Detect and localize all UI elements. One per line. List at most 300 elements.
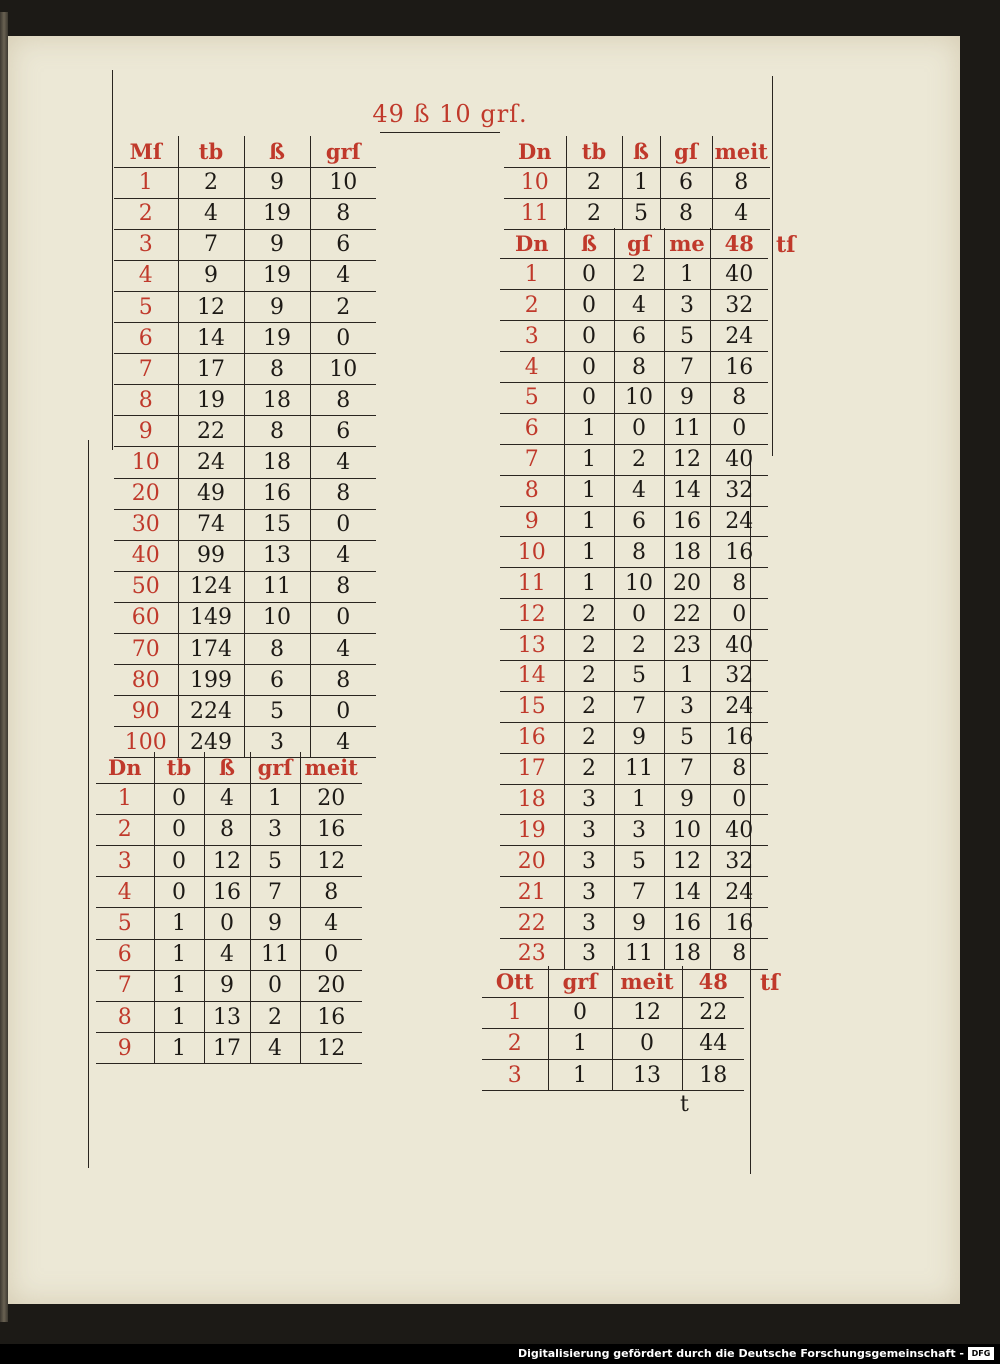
row-label: 7 [96,970,154,1001]
table-cell: 1 [250,783,300,814]
table-cell: 12 [612,997,682,1028]
table-cell: 0 [612,1028,682,1059]
table-cell: 7 [614,877,664,908]
table-cell: 3 [664,691,710,722]
dfg-logo: DFG [968,1347,994,1360]
table-cell: 11 [244,571,310,602]
row-label: 3 [482,1060,548,1091]
row-label: 2 [500,290,564,321]
table-row [500,475,768,506]
table-cell: 40 [710,630,768,661]
row-label: 2 [114,198,178,229]
table-cell: 32 [710,475,768,506]
table-header-row [114,136,376,167]
data-table [482,966,744,1091]
table-cell: 7 [664,753,710,784]
table-cell: 16 [300,1002,362,1033]
table-cell: 24 [710,506,768,537]
table-cell: 40 [710,815,768,846]
table-cell: 24 [710,691,768,722]
table-cell: 5 [250,846,300,877]
table-cell: 40 [710,444,768,475]
table-cell: 18 [682,1060,744,1091]
table-cell: 20 [664,568,710,599]
table-row [96,1002,362,1033]
table-cell: 1 [664,660,710,691]
table-cell: 0 [614,599,664,630]
column-header: 48 [682,966,744,997]
table-row [96,939,362,970]
column-header: ß [564,228,614,259]
row-label: 9 [500,506,564,537]
row-label: 9 [114,416,178,447]
table-cell: 2 [564,599,614,630]
table-row [500,352,768,383]
table-row [500,784,768,815]
row-label: 40 [114,540,178,571]
footer-bar [0,1344,1000,1364]
table-row [114,385,376,416]
row-label: 8 [114,385,178,416]
column-header: Dn [500,228,564,259]
row-label: 8 [500,475,564,506]
table-cell: 9 [664,382,710,413]
column-header: grſ [310,136,376,167]
table-row [482,1060,744,1091]
table-row [500,382,768,413]
table-cell: 2 [564,753,614,784]
table-cell: 6 [614,506,664,537]
table-cell: 0 [548,997,612,1028]
table-cell: 6 [310,416,376,447]
table-cell: 44 [682,1028,744,1059]
table-cell: 6 [660,167,712,198]
table-row [114,229,376,260]
table-cell: 13 [204,1002,250,1033]
table-cell: 249 [178,727,244,758]
table-cell: 4 [310,727,376,758]
column-header: Ott [482,966,548,997]
table-cell: 4 [204,783,250,814]
table-cell: 4 [204,939,250,970]
table-cell: 18 [244,385,310,416]
table-cell: 0 [710,784,768,815]
table-cell: 3 [564,938,614,969]
table-cell: 0 [564,259,614,290]
table-row [500,846,768,877]
table-cell: 8 [300,877,362,908]
table-cell: 0 [154,783,204,814]
table-cell: 0 [614,413,664,444]
table-cell: 19 [244,260,310,291]
table-cell: 10 [664,815,710,846]
table-cell: 74 [178,509,244,540]
table-cell: 22 [664,599,710,630]
table-cell: 14 [178,323,244,354]
table-cell: 22 [682,997,744,1028]
book-spine [0,12,8,1322]
row-label: 100 [114,727,178,758]
table-cell: 1 [622,167,660,198]
table-cell: 5 [622,198,660,229]
table-cell: 9 [614,908,664,939]
row-label: 9 [96,1033,154,1064]
table-row [114,509,376,540]
table-cell: 1 [154,1033,204,1064]
row-label: 80 [114,665,178,696]
table-row [500,660,768,691]
table-cell: 32 [710,846,768,877]
table-cell: 7 [614,691,664,722]
catchword: t [680,1092,689,1117]
row-label: 18 [500,784,564,815]
table-cell: 23 [664,630,710,661]
row-label: 10 [504,167,566,198]
table-cell: 0 [310,509,376,540]
table-row [500,413,768,444]
table-cell: 5 [614,660,664,691]
table-cell: 12 [664,846,710,877]
table-cell: 6 [614,321,664,352]
table-cell: 10 [244,602,310,633]
table-row [96,783,362,814]
row-label: 16 [500,722,564,753]
table-cell: 14 [664,877,710,908]
table-row [500,290,768,321]
table-cell: 8 [710,568,768,599]
table-cell: 9 [244,291,310,322]
table-cell: 8 [614,352,664,383]
table-cell: 16 [300,814,362,845]
table-row [500,259,768,290]
table-cell: 0 [710,599,768,630]
table-cell: 3 [250,814,300,845]
table-cell: 8 [244,416,310,447]
column-header: Mſ [114,136,178,167]
table-cell: 32 [710,290,768,321]
row-label: 1 [500,259,564,290]
table-cell: 24 [178,447,244,478]
page-header: 49 ß 10 grſ. [372,100,528,128]
table-cell: 8 [310,198,376,229]
table-cell: 8 [712,167,770,198]
row-label: 8 [96,1002,154,1033]
header-trailing-unit: tſ [776,232,796,258]
table-cell: 8 [244,634,310,665]
table-cell: 3 [564,877,614,908]
row-label: 3 [500,321,564,352]
header-trailing-unit: tſ [760,970,780,996]
row-label: 6 [114,323,178,354]
table-cell: 1 [564,537,614,568]
table-cell: 2 [178,167,244,198]
table-row [114,416,376,447]
table-cell: 19 [244,323,310,354]
table-row [500,815,768,846]
data-table [114,136,376,758]
table-cell: 149 [178,602,244,633]
table-row [96,814,362,845]
table-cell: 19 [178,385,244,416]
table-cell: 16 [664,506,710,537]
table-cell: 10 [310,167,376,198]
table-cell: 2 [614,259,664,290]
table-cell: 8 [614,537,664,568]
column-header: 48 [710,228,768,259]
row-label: 3 [96,846,154,877]
table-cell: 11 [250,939,300,970]
table-row [114,198,376,229]
table-cell: 7 [250,877,300,908]
row-label: 5 [500,382,564,413]
table-cell: 3 [564,908,614,939]
table-cell: 8 [204,814,250,845]
table-cell: 7 [664,352,710,383]
column-header: ß [244,136,310,167]
table-cell: 124 [178,571,244,602]
row-label: 11 [500,568,564,599]
header-underline [380,132,500,133]
row-label: 30 [114,509,178,540]
table-row [482,1028,744,1059]
table-row [500,877,768,908]
table-cell: 3 [664,290,710,321]
table-cell: 11 [664,413,710,444]
table-cell: 19 [244,198,310,229]
right-margin-rule [772,76,773,456]
table-cell: 16 [204,877,250,908]
row-label: 6 [96,939,154,970]
table-cell: 0 [564,352,614,383]
table-cell: 0 [564,382,614,413]
row-label: 10 [114,447,178,478]
table-cell: 1 [564,444,614,475]
table-cell: 17 [178,354,244,385]
table-cell: 199 [178,665,244,696]
row-label: 12 [500,599,564,630]
table-cell: 16 [710,352,768,383]
table-cell: 11 [614,753,664,784]
table-cell: 2 [566,167,622,198]
row-label: 5 [114,291,178,322]
table-cell: 49 [178,478,244,509]
table-cell: 2 [614,630,664,661]
table-cell: 12 [204,846,250,877]
table-cell: 0 [154,846,204,877]
table-cell: 1 [614,784,664,815]
table-cell: 4 [178,198,244,229]
table-cell: 4 [300,908,362,939]
table-cell: 224 [178,696,244,727]
table-cell: 16 [710,908,768,939]
row-label: 10 [500,537,564,568]
table-cell: 2 [566,198,622,229]
table-cell: 18 [664,938,710,969]
table-cell: 3 [564,784,614,815]
table-cell: 8 [310,665,376,696]
table-cell: 8 [310,385,376,416]
table-cell: 9 [204,970,250,1001]
table-cell: 12 [300,846,362,877]
table-cell: 13 [244,540,310,571]
table-cell: 1 [664,259,710,290]
row-label: 23 [500,938,564,969]
table-cell: 4 [310,540,376,571]
table-cell: 8 [310,478,376,509]
row-label: 13 [500,630,564,661]
table-cell: 1 [154,908,204,939]
table-cell: 4 [310,260,376,291]
table-cell: 11 [614,938,664,969]
table-cell: 3 [614,815,664,846]
row-label: 20 [114,478,178,509]
table-cell: 20 [300,783,362,814]
table-cell: 2 [614,444,664,475]
table-row [500,753,768,784]
row-label: 5 [96,908,154,939]
left-margin-rule-lower [88,440,89,1168]
table-cell: 0 [710,413,768,444]
table-cell: 10 [614,382,664,413]
row-label: 7 [114,354,178,385]
row-label: 70 [114,634,178,665]
table-cell: 9 [178,260,244,291]
table-row [114,167,376,198]
table-row [114,540,376,571]
table-cell: 0 [250,970,300,1001]
table-cell: 2 [564,691,614,722]
table-cell: 0 [564,290,614,321]
table-row [114,260,376,291]
row-label: 60 [114,602,178,633]
table-cell: 99 [178,540,244,571]
column-header: Dn [96,752,154,783]
column-header: grſ [548,966,612,997]
table-cell: 1 [154,970,204,1001]
table-cell: 5 [244,696,310,727]
table-cell: 0 [300,939,362,970]
row-label: 20 [500,846,564,877]
table-cell: 3 [564,815,614,846]
table-cell: 4 [250,1033,300,1064]
row-label: 50 [114,571,178,602]
table-cell: 0 [204,908,250,939]
table-cell: 9 [614,722,664,753]
table-cell: 9 [244,167,310,198]
table-cell: 4 [614,475,664,506]
table-header-row [96,752,362,783]
table-cell: 2 [310,291,376,322]
table-row [500,722,768,753]
column-header: tb [154,752,204,783]
table-cell: 8 [710,382,768,413]
table-cell: 5 [614,846,664,877]
table-cell: 4 [310,447,376,478]
table-row [96,970,362,1001]
table-cell: 8 [710,938,768,969]
table-cell: 1 [154,939,204,970]
table-cell: 5 [664,321,710,352]
table-cell: 8 [660,198,712,229]
column-header: tb [566,136,622,167]
row-label: 1 [96,783,154,814]
table-cell: 24 [710,321,768,352]
row-label: 7 [500,444,564,475]
data-table [504,136,770,230]
row-label: 90 [114,696,178,727]
table-cell: 4 [614,290,664,321]
table-row [500,938,768,969]
table-row [500,321,768,352]
row-label: 4 [96,877,154,908]
row-label: 1 [482,997,548,1028]
table-cell: 12 [178,291,244,322]
table-cell: 16 [710,537,768,568]
table-cell: 16 [244,478,310,509]
table-cell: 14 [664,475,710,506]
column-header: Dn [504,136,566,167]
table-cell: 0 [154,814,204,845]
row-label: 21 [500,877,564,908]
column-header: meit [300,752,362,783]
table-cell: 3 [244,727,310,758]
table-row [500,691,768,722]
table-cell: 4 [310,634,376,665]
table-cell: 9 [664,784,710,815]
table-cell: 24 [710,877,768,908]
table-cell: 1 [154,1002,204,1033]
table-cell: 0 [154,877,204,908]
table-cell: 1 [564,413,614,444]
row-label: 2 [482,1028,548,1059]
table-cell: 8 [310,571,376,602]
table-cell: 1 [564,506,614,537]
table-row [96,877,362,908]
table-cell: 0 [564,321,614,352]
data-table [96,752,362,1064]
table-cell: 7 [178,229,244,260]
table-header-row [500,228,768,259]
table-row [114,323,376,354]
table-row [500,908,768,939]
column-header: ß [204,752,250,783]
row-label: 19 [500,815,564,846]
row-label: 1 [114,167,178,198]
table-cell: 5 [664,722,710,753]
row-label: 15 [500,691,564,722]
table-cell: 18 [244,447,310,478]
table-cell: 16 [664,908,710,939]
row-label: 22 [500,908,564,939]
column-header: meit [712,136,770,167]
table-row [500,630,768,661]
row-label: 2 [96,814,154,845]
table-cell: 9 [250,908,300,939]
table-cell: 22 [178,416,244,447]
table-row [96,908,362,939]
table-row [114,571,376,602]
table-cell: 15 [244,509,310,540]
data-table [500,228,768,970]
table-cell: 0 [310,323,376,354]
row-label: 11 [504,198,566,229]
table-cell: 6 [244,665,310,696]
row-label: 6 [500,413,564,444]
table-cell: 12 [300,1033,362,1064]
table-cell: 20 [300,970,362,1001]
table-row [500,599,768,630]
table-cell: 10 [310,354,376,385]
